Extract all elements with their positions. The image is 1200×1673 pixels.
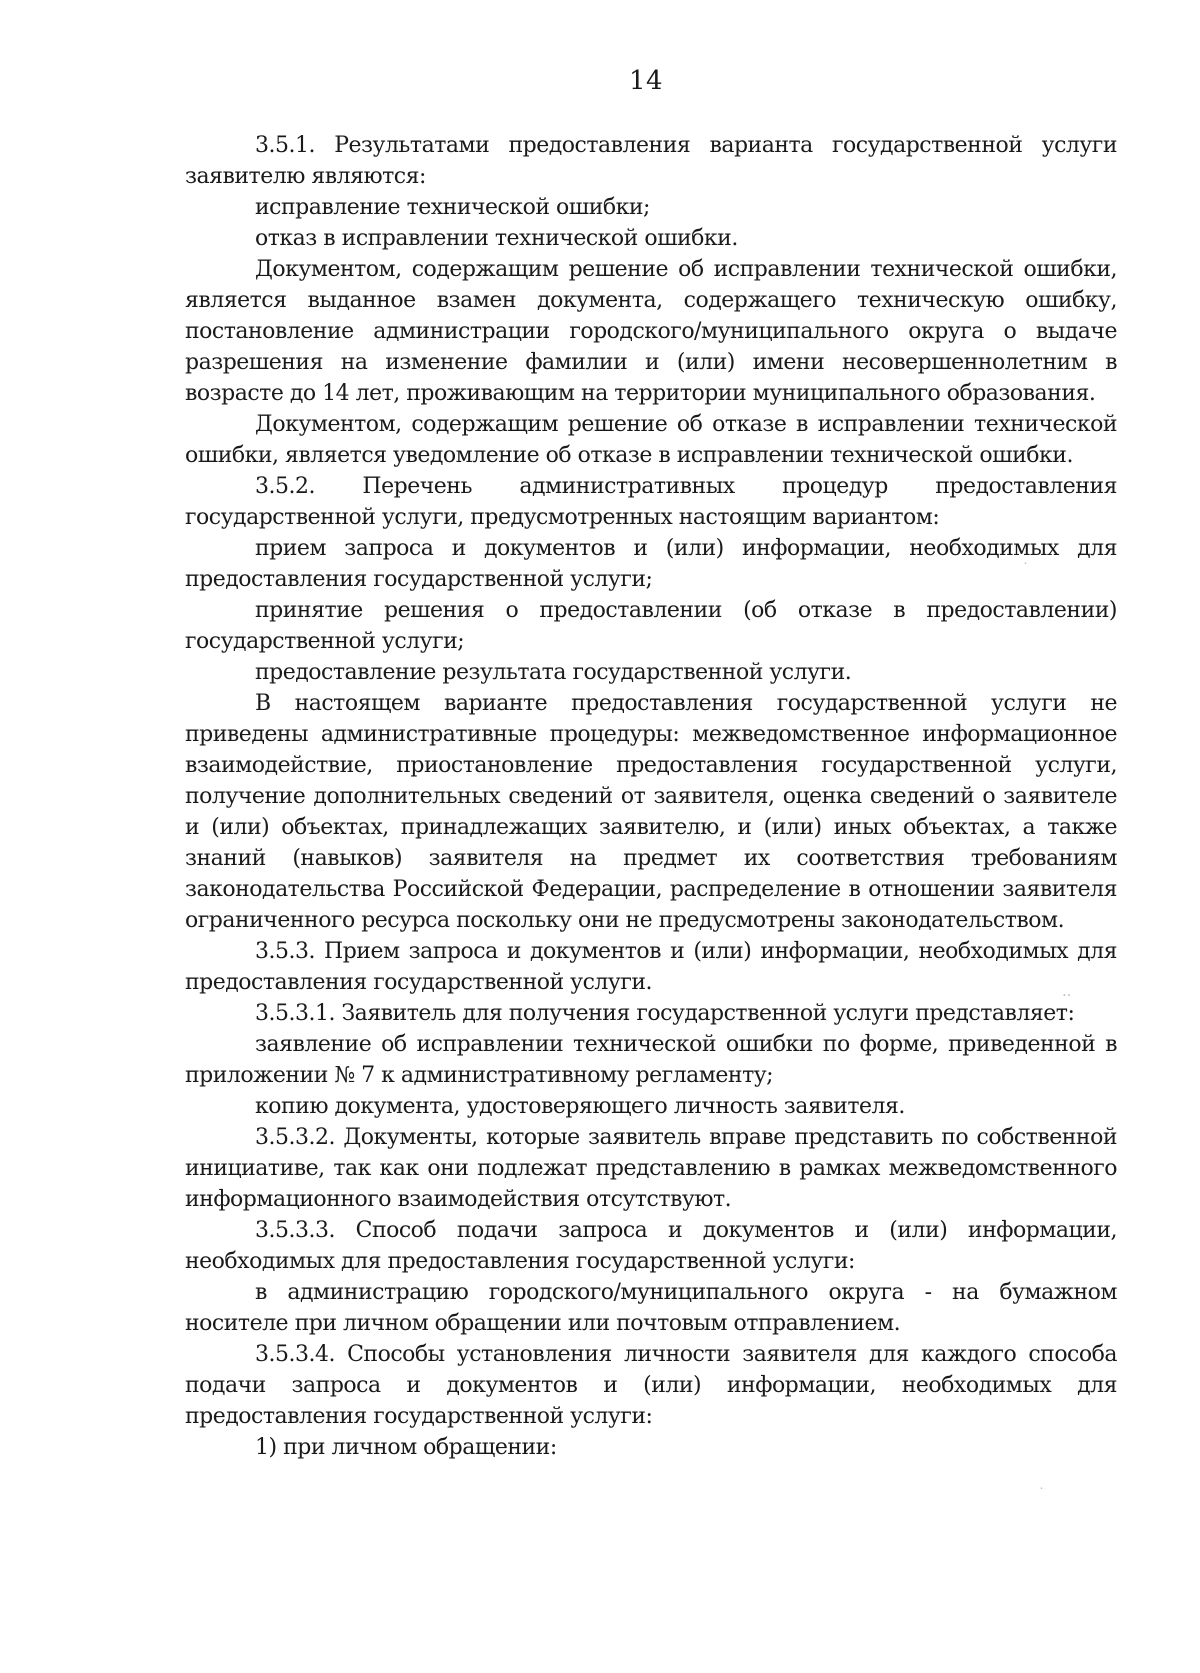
paragraph-3-5-3-2: 3.5.3.2. Документы, которые заявитель вправе представить по собственной инициативе, так как они подлежат представлению в рамках межведомственного информационного взаимодействия отсутствуют. bbox=[185, 1125, 1117, 1212]
paragraph-correction-document: Документом, содержащим решение об исправлении технической ошибки, является выданное взамен документа, содержащего техническую ошибку, постановление администрации городского/муниципального округа о выдаче разрешения на изменение фамилии и (или) имени несовершеннолетним в возрасте до 14 лет, проживающим на территории муниципального образования. bbox=[185, 257, 1117, 406]
result-item-refusal: отказ в исправлении технической ошибки. bbox=[255, 226, 738, 251]
procedure-item-result: предоставление результата государственной услуги. bbox=[255, 660, 852, 685]
result-item-correction: исправление технической ошибки; bbox=[255, 195, 650, 220]
scan-speck: ˙ bbox=[1022, 561, 1029, 577]
paragraph-excluded-procedures: В настоящем варианте предоставления государственной услуги не приведены административные процедуры: межведомственное информационное взаимодействие, приостановление предоставления государственной услуги, получение дополнительных сведений от заявителя, оценка сведений о заявителе и (или) объектах, принадлежащих заявителю, и (или) иных объектах, а также знаний (навыков) заявителя на предмет их соответствия требованиям законодательства Российской Федерации, распределение в отношении заявителя ограниченного ресурса поскольку они не предусмотрены законодательством. bbox=[185, 691, 1117, 933]
document-item-application: заявление об исправлении технической ошибки по форме, приведенной в приложении № 7 к административному регламенту; bbox=[185, 1032, 1117, 1088]
submission-item-administration: в администрацию городского/муниципального округа - на бумажном носителе при личном обращении или почтовым отправлением. bbox=[185, 1280, 1117, 1336]
document-item-identity-copy: копию документа, удостоверяющего личность заявителя. bbox=[255, 1094, 905, 1119]
paragraph-3-5-3: 3.5.3. Прием запроса и документов и (или) информации, необходимых для предоставления государственной услуги. bbox=[185, 939, 1117, 995]
paragraph-3-5-3-3: 3.5.3.3. Способ подачи запроса и документов и (или) информации, необходимых для предоставления государственной услуги: bbox=[185, 1218, 1117, 1274]
paragraph-3-5-2: 3.5.2. Перечень административных процедур предоставления государственной услуги, предусмотренных настоящим вариантом: bbox=[185, 474, 1117, 530]
paragraph-3-5-3-1: 3.5.3.1. Заявитель для получения государственной услуги представляет: bbox=[255, 1001, 1075, 1026]
procedure-item-decision: принятие решения о предоставлении (об отказе в предоставлении) государственной услуги; bbox=[185, 598, 1117, 654]
scan-speck: ˙ bbox=[1038, 1486, 1045, 1502]
procedure-item-request: прием запроса и документов и (или) информации, необходимых для предоставления государственной услуги; bbox=[185, 536, 1117, 592]
scan-speck: ․․ bbox=[1062, 984, 1072, 1000]
identity-item-in-person: 1) при личном обращении: bbox=[255, 1435, 557, 1460]
document-body bbox=[185, 130, 1117, 1463]
paragraph-refusal-document: Документом, содержащим решение об отказе в исправлении технической ошибки, является уведомление об отказе в исправлении технической ошибки. bbox=[185, 412, 1117, 468]
paragraph-3-5-1: 3.5.1. Результатами предоставления варианта государственной услуги заявителю являются: bbox=[185, 133, 1117, 189]
page-number: 14 bbox=[628, 66, 664, 96]
paragraph-3-5-3-4: 3.5.3.4. Способы установления личности заявителя для каждого способа подачи запроса и документов и (или) информации, необходимых для предоставления государственной услуги: bbox=[185, 1342, 1117, 1429]
